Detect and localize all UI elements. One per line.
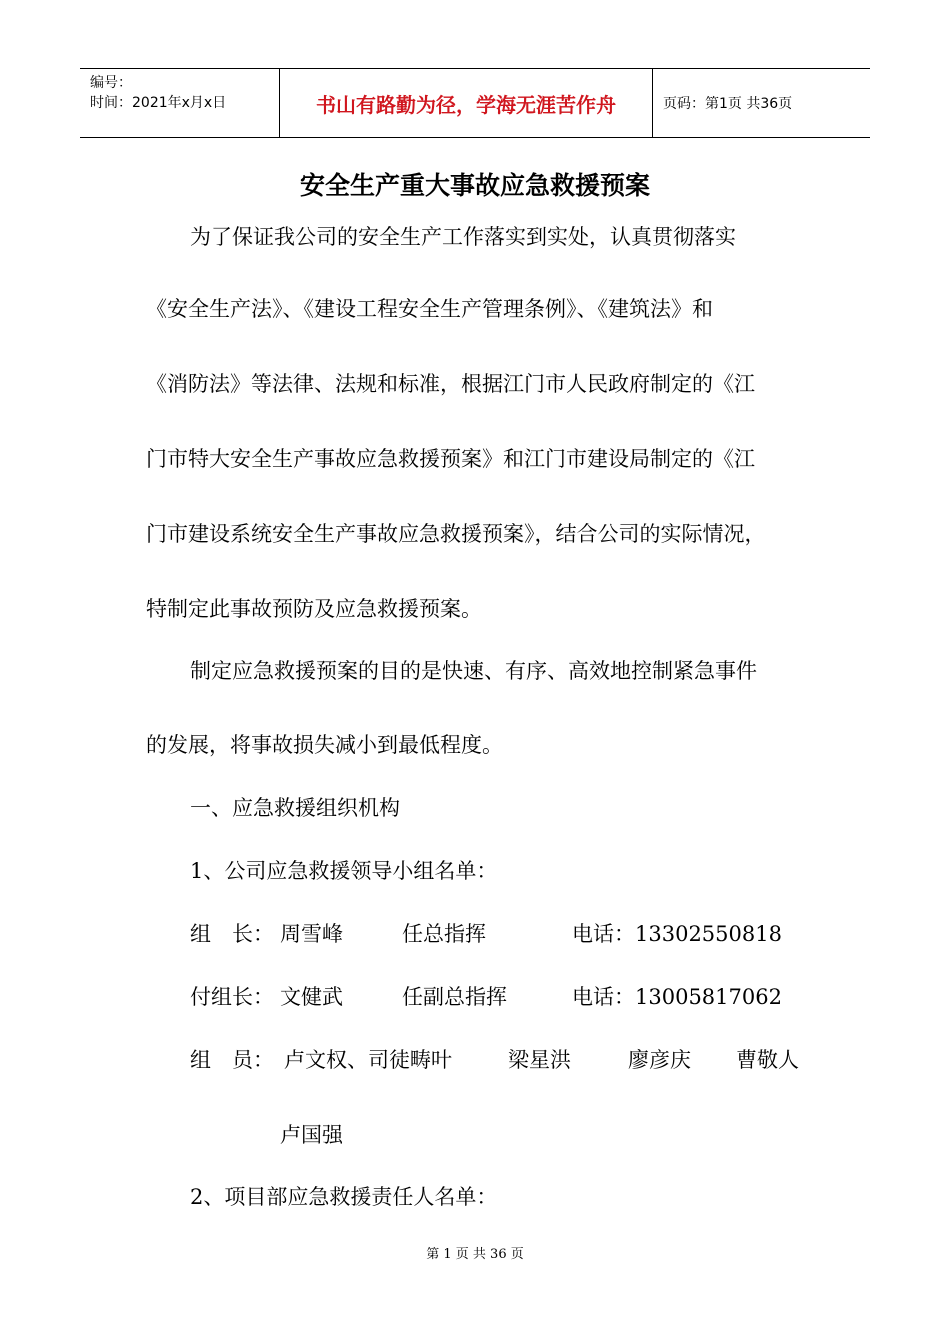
roster-member-names: 廖彦庆 <box>628 1048 691 1072</box>
subsection-heading: 1、公司应急救援领导小组名单： <box>190 859 498 883</box>
section-heading: 一、应急救援组织机构 <box>190 796 400 820</box>
roster-role: 付组长： <box>190 985 274 1009</box>
roster-phone: 电话：13302550818 <box>572 922 782 946</box>
roster-position: 任副总指挥 <box>402 985 507 1009</box>
roster-row-members <box>190 1045 870 1075</box>
body-line: 制定应急救援预案的目的是快速、有序、高效地控制紧急事件 <box>190 659 757 683</box>
roster-position: 任总指挥 <box>402 922 486 946</box>
roster-row-leader <box>190 919 870 949</box>
body-line: 为了保证我公司的安全生产工作落实到实处，认真贯彻落实 <box>190 225 736 249</box>
body-line: 《安全生产法》、《建设工程安全生产管理条例》、《建筑法》和 <box>146 297 713 321</box>
subsection-heading: 2、项目部应急救援责任人名单： <box>190 1185 498 1209</box>
serial-number-label: 编号： <box>90 75 132 91</box>
roster-phone: 电话：13005817062 <box>572 985 782 1009</box>
roster-name: 周雪峰 <box>280 922 343 946</box>
roster-member-names: 曹敬人 <box>736 1048 799 1072</box>
document-title: 安全生产重大事故应急救援预案 <box>299 171 650 200</box>
roster-role: 组 员： <box>190 1048 274 1072</box>
body-line: 特制定此事故预防及应急救援预案。 <box>146 597 482 621</box>
roster-name: 文健武 <box>280 985 343 1009</box>
header-motto: 书山有路勤为径，学海无涯苦作舟 <box>280 69 653 137</box>
body-line: 门市建设系统安全生产事故应急救援预案》，结合公司的实际情况， <box>146 522 766 546</box>
roster-member-names: 梁星洪 <box>508 1048 571 1072</box>
roster-row-deputy <box>190 982 870 1012</box>
roster-role: 组 长： <box>190 922 274 946</box>
header-page-info: 页码：第1页 共36页 <box>663 96 793 112</box>
roster-member-names: 卢文权、司徒畴叶 <box>284 1048 452 1072</box>
body-line: 门市特大安全生产事故应急救援预案》和江门市建设局制定的《江 <box>146 447 755 471</box>
document-header <box>80 68 870 138</box>
body-line: 的发展，将事故损失减小到最低程度。 <box>146 733 503 757</box>
roster-member-continued: 卢国强 <box>280 1123 343 1147</box>
body-line: 《消防法》等法律、法规和标准，根据江门市人民政府制定的《江 <box>146 372 755 396</box>
header-meta-cell <box>80 69 280 137</box>
date-label: 时间：2021年x月x日 <box>90 95 227 111</box>
page-footer: 第 1 页 共 36 页 <box>426 1247 524 1262</box>
